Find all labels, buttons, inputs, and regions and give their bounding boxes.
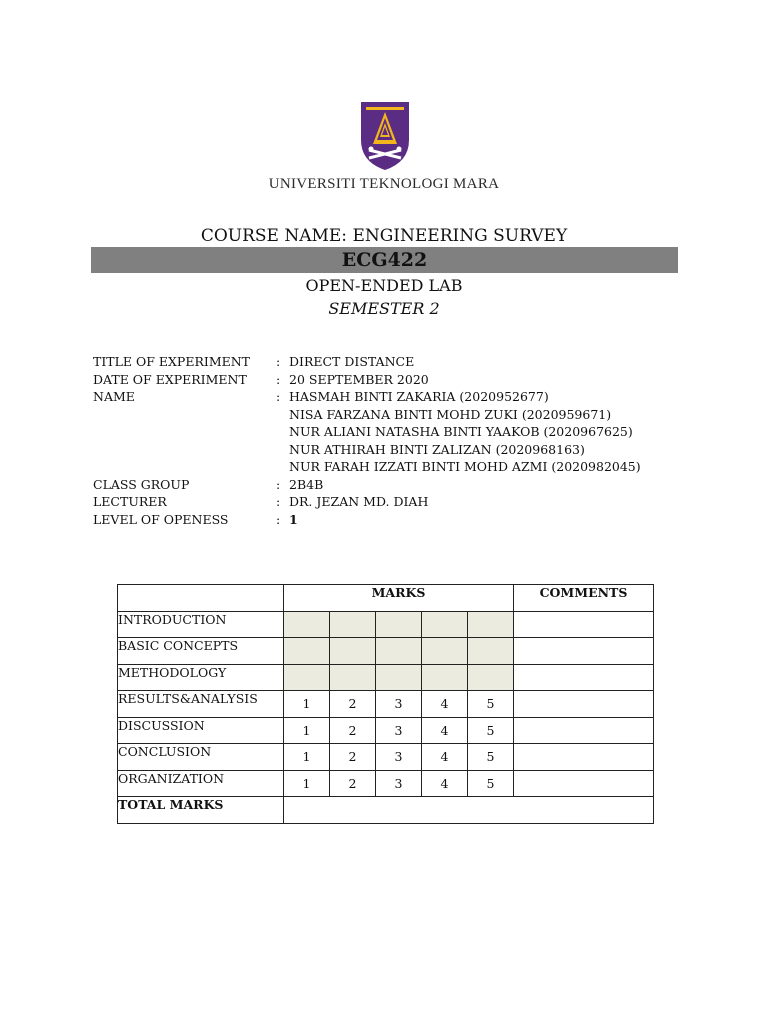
course-code-bar (91, 247, 678, 273)
info-row-lecturer (93, 493, 641, 511)
university-name: UNIVERSITI TEKNOLOGI MARA (268, 176, 500, 192)
mark-cell: 4 (422, 691, 468, 718)
member-name: NUR FARAH IZZATI BINTI MOHD AZMI (2020982045) (289, 459, 641, 474)
mark-cell (330, 638, 376, 665)
mark-cell: 3 (376, 691, 422, 718)
mark-cell (422, 664, 468, 691)
comment-cell (514, 664, 654, 691)
mark-cell: 2 (330, 744, 376, 771)
course-code: ECG422 (341, 249, 428, 271)
comment-cell (514, 717, 654, 744)
member-name: NUR ALIANI NATASHA BINTI YAAKOB (2020967625) (289, 424, 633, 439)
table-row (118, 611, 654, 638)
table-header-row (118, 585, 654, 612)
comments-header: COMMENTS (514, 585, 654, 612)
total-row (118, 797, 654, 824)
info-label: NAME (93, 389, 135, 404)
info-label: CLASS GROUP (93, 476, 190, 492)
info-separator: : (276, 476, 281, 492)
comment-cell (514, 638, 654, 665)
criterion-label: METHODOLOGY (118, 664, 284, 691)
member-name: HASMAH BINTI ZAKARIA (2020952677) (289, 389, 549, 404)
info-label: LEVEL OF OPENESS (93, 511, 229, 527)
marks-body (118, 611, 654, 797)
info-row-class (93, 476, 641, 494)
criterion-label: RESULTS&ANALYSIS (118, 691, 284, 718)
mark-cell: 1 (284, 717, 330, 744)
mark-cell: 2 (330, 770, 376, 797)
criterion-label: BASIC CONCEPTS (118, 638, 284, 665)
marks-header: MARKS (284, 585, 514, 612)
info-separator: : (276, 511, 281, 527)
info-row-names (93, 388, 641, 476)
mark-cell (330, 664, 376, 691)
mark-cell (422, 611, 468, 638)
mark-cell: 3 (376, 770, 422, 797)
mark-cell: 4 (422, 717, 468, 744)
comment-cell (514, 770, 654, 797)
info-separator: : (276, 389, 281, 404)
mark-cell (376, 611, 422, 638)
mark-cell (284, 638, 330, 665)
info-value: DR. JEZAN MD. DIAH (289, 494, 429, 509)
mark-cell (468, 638, 514, 665)
member-name: NUR ATHIRAH BINTI ZALIZAN (2020968163) (289, 441, 585, 457)
mark-cell: 2 (330, 717, 376, 744)
info-row-openess (93, 511, 641, 529)
table-row (118, 638, 654, 665)
info-separator: : (276, 371, 281, 387)
mark-cell: 3 (376, 717, 422, 744)
member-name: NISA FARZANA BINTI MOHD ZUKI (2020959671) (289, 406, 612, 422)
info-label: TITLE OF EXPERIMENT (93, 354, 251, 369)
mark-cell: 5 (468, 717, 514, 744)
mark-cell (284, 611, 330, 638)
table-row (118, 717, 654, 744)
table-row (118, 664, 654, 691)
mark-cell: 4 (422, 744, 468, 771)
info-value: DIRECT DISTANCE (289, 354, 415, 369)
info-row-title (93, 353, 641, 371)
mark-cell: 1 (284, 770, 330, 797)
info-value: 20 SEPTEMBER 2020 (289, 371, 429, 387)
mark-cell: 2 (330, 691, 376, 718)
mark-cell: 4 (422, 770, 468, 797)
mark-cell (376, 638, 422, 665)
mark-cell (284, 664, 330, 691)
total-marks-label: TOTAL MARKS (118, 797, 284, 824)
info-label: DATE OF EXPERIMENT (93, 371, 247, 387)
table-row (118, 691, 654, 718)
info-value: 1 (289, 511, 298, 527)
mark-cell (330, 611, 376, 638)
course-name: COURSE NAME: ENGINEERING SURVEY (200, 226, 568, 246)
marks-table (117, 584, 654, 824)
mark-cell: 1 (284, 691, 330, 718)
mark-cell: 1 (284, 744, 330, 771)
info-label: LECTURER (93, 494, 167, 509)
info-row-date (93, 371, 641, 389)
mark-cell: 5 (468, 744, 514, 771)
info-value: 2B4B (289, 476, 324, 492)
mark-cell (468, 611, 514, 638)
mark-cell: 5 (468, 691, 514, 718)
criterion-label: DISCUSSION (118, 717, 284, 744)
criterion-label: ORGANIZATION (118, 770, 284, 797)
uitm-logo (359, 100, 411, 172)
info-separator: : (276, 494, 281, 509)
mark-cell: 5 (468, 770, 514, 797)
lab-type: OPEN-ENDED LAB (305, 276, 463, 295)
criterion-label: INTRODUCTION (118, 611, 284, 638)
mark-cell (376, 664, 422, 691)
info-separator: : (276, 354, 281, 369)
comment-cell (514, 691, 654, 718)
criterion-label: CONCLUSION (118, 744, 284, 771)
comment-cell (514, 744, 654, 771)
experiment-info (93, 353, 641, 528)
mark-cell (468, 664, 514, 691)
total-marks-cell (284, 797, 654, 824)
member-names (289, 388, 641, 476)
mark-cell: 3 (376, 744, 422, 771)
comment-cell (514, 611, 654, 638)
table-row (118, 770, 654, 797)
table-row (118, 744, 654, 771)
table-header-blank (118, 585, 284, 612)
mark-cell (422, 638, 468, 665)
semester: SEMESTER 2 (328, 299, 440, 318)
